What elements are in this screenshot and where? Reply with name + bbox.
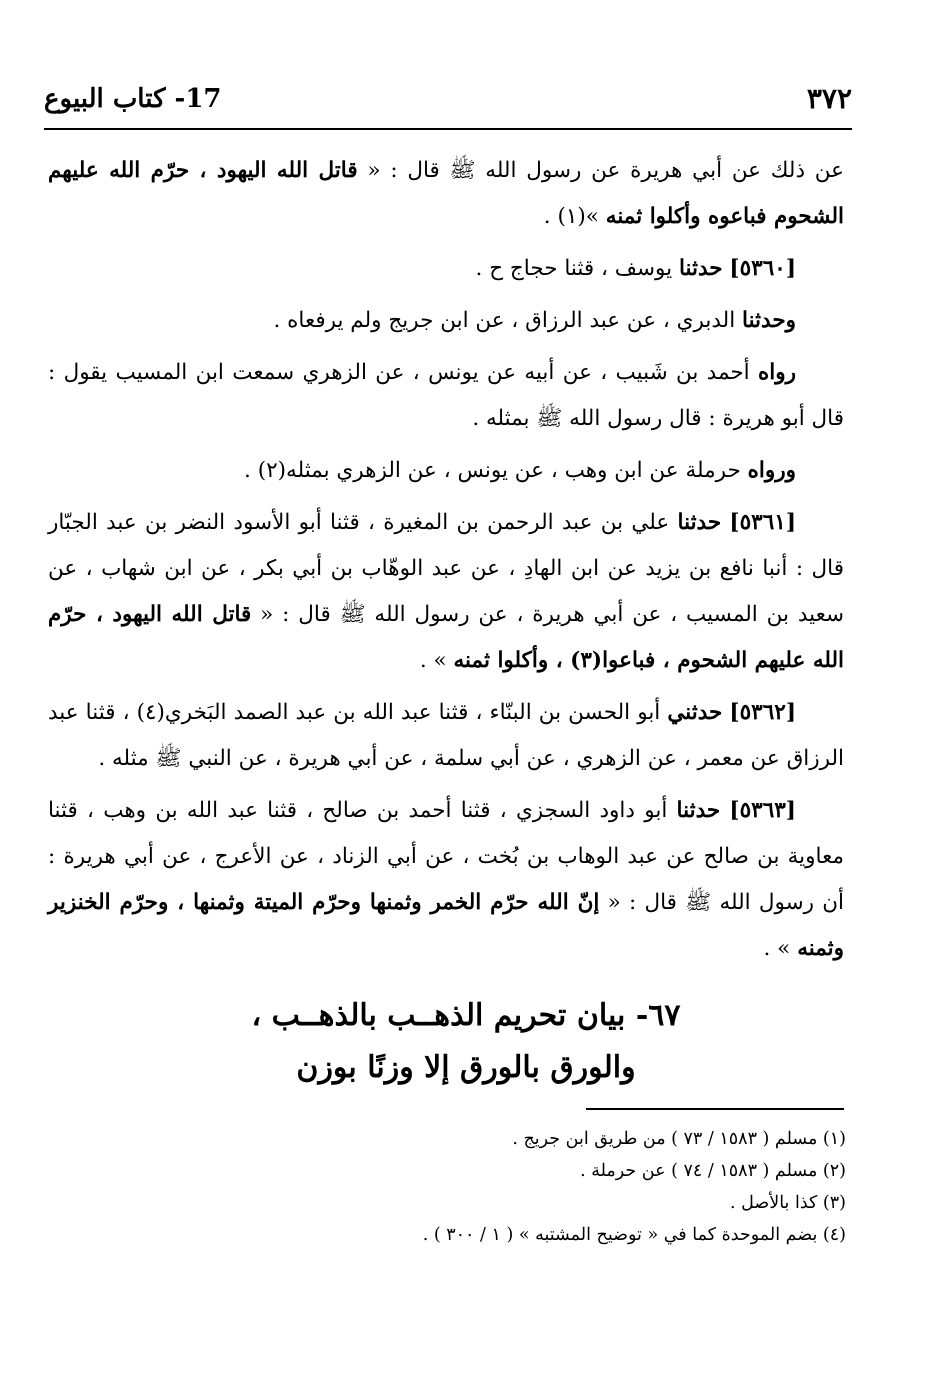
- narration-lead: وحدثنا: [742, 308, 796, 333]
- paragraph-1: [48, 148, 844, 240]
- paragraph-text: عن ذلك عن أبي هريرة عن رسول الله ﷺ قال : «: [357, 158, 844, 183]
- hadith-5363: [48, 788, 844, 972]
- page-number: ٣٧٢: [806, 82, 852, 115]
- section-heading-line-2: والورق بالورق إلا وزنًا بوزن: [296, 1050, 636, 1085]
- section-heading-line-1: ٦٧- بيان تحريم الذهــب بالذهــب ،: [251, 998, 681, 1033]
- paragraph-text: أبو الحسن بن البنّاء ، قثنا عبد الله بن عبد الصمد البَخري(٤) ، قثنا عبد الرزاق عن معمر ، عن الزهري ، عن أبي سلمة ، عن أبي هريرة ، عن النبي ﷺ مثله .: [48, 700, 844, 771]
- paragraph-text: أحمد بن شَبيب ، عن أبيه عن يونس ، عن الزهري سمعت ابن المسيب يقول : قال أبو هريرة : قال رسول الله ﷺ بمثله .: [48, 360, 844, 431]
- paragraph-3: [48, 298, 844, 344]
- hadith-quote: قاتل الله اليهود ، حرّم الله عليهم الشحوم فباعوه وأكلوا ثمنه: [48, 158, 844, 229]
- hadith-5362: [48, 690, 844, 782]
- footnote-divider: [586, 1108, 844, 1110]
- hadith-5360: [48, 246, 844, 292]
- running-title: 17- كتاب البيوع: [44, 84, 222, 114]
- paragraph-text: الدبري ، عن عبد الرزاق ، عن ابن جريج ولم يرفعاه .: [273, 308, 743, 333]
- paragraph-5: [48, 448, 844, 494]
- narration-lead: رواه: [757, 360, 796, 385]
- footnotes: [86, 1124, 846, 1252]
- hadith-number: [٥٣٦٢]: [729, 700, 796, 725]
- page-header: [44, 78, 852, 122]
- footnote-2: (٢) مسلم ( ١٥٨٣ / ٧٤ ) عن حرملة .: [580, 1161, 846, 1181]
- footnote-1: (١) مسلم ( ١٥٨٣ / ٧٣ ) من طريق ابن جريج .: [512, 1129, 846, 1149]
- hadith-number: [٥٣٦٠]: [729, 256, 796, 281]
- paragraph-text: علي بن عبد الرحمن بن المغيرة ، قثنا أبو الأسود النضر بن عبد الجبّار قال : أنبا نافع بن يزيد عن ابن الهادِ ، عن عبد الوهّاب بن أبي بكر ، عن ابن شهاب ، عن سعيد بن المسيب ، عن أبي هريرة ، عن رسول الله ﷺ قال : «: [48, 510, 844, 627]
- section-heading: [0, 990, 932, 1094]
- narration-lead: حدثني: [667, 700, 723, 725]
- paragraph-tail: »(١) .: [543, 204, 606, 229]
- narration-lead: حدثنا: [678, 256, 723, 281]
- hadith-5361: [48, 500, 844, 684]
- main-text: [48, 148, 844, 978]
- paragraph-tail: » .: [419, 648, 454, 673]
- narration-lead: حدثنا: [676, 798, 721, 823]
- paragraph-tail: » .: [763, 936, 798, 961]
- paragraph-4: [48, 350, 844, 442]
- paragraph-text: حرملة عن ابن وهب ، عن يونس ، عن الزهري بمثله(٢) .: [244, 458, 748, 483]
- narration-lead: ورواه: [747, 458, 796, 483]
- paragraph-text: أبو داود السجزي ، قثنا أحمد بن صالح ، قثنا عبد الله بن وهب ، قثنا معاوية بن صالح عن عبد الوهاب بن بُخت ، عن أبي الزناد ، عن الأعرج ، عن أبي هريرة : أن رسول الله ﷺ قال : «: [48, 798, 845, 915]
- hadith-quote: إنّ الله حرّم الخمر وثمنها وحرّم الميتة وثمنها ، وحرّم الخنزير وثمنه: [48, 890, 844, 961]
- paragraph-text: يوسف ، قثنا حجاج ح .: [475, 256, 679, 281]
- footnote-4: (٤) بضم الموحدة كما في « توضيح المشتبه » ( ١ / ٣٠٠ ) .: [422, 1225, 846, 1245]
- hadith-number: [٥٣٦١]: [729, 510, 796, 535]
- header-divider: [44, 128, 852, 130]
- footnote-3: (٣) كذا بالأصل .: [730, 1193, 846, 1213]
- narration-lead: حدثنا: [677, 510, 722, 535]
- hadith-quote: قاتل الله اليهود ، حرّم الله عليهم الشحوم ، فباعوا(٣) ، وأكلوا ثمنه: [48, 602, 844, 673]
- hadith-number: [٥٣٦٣]: [729, 798, 796, 823]
